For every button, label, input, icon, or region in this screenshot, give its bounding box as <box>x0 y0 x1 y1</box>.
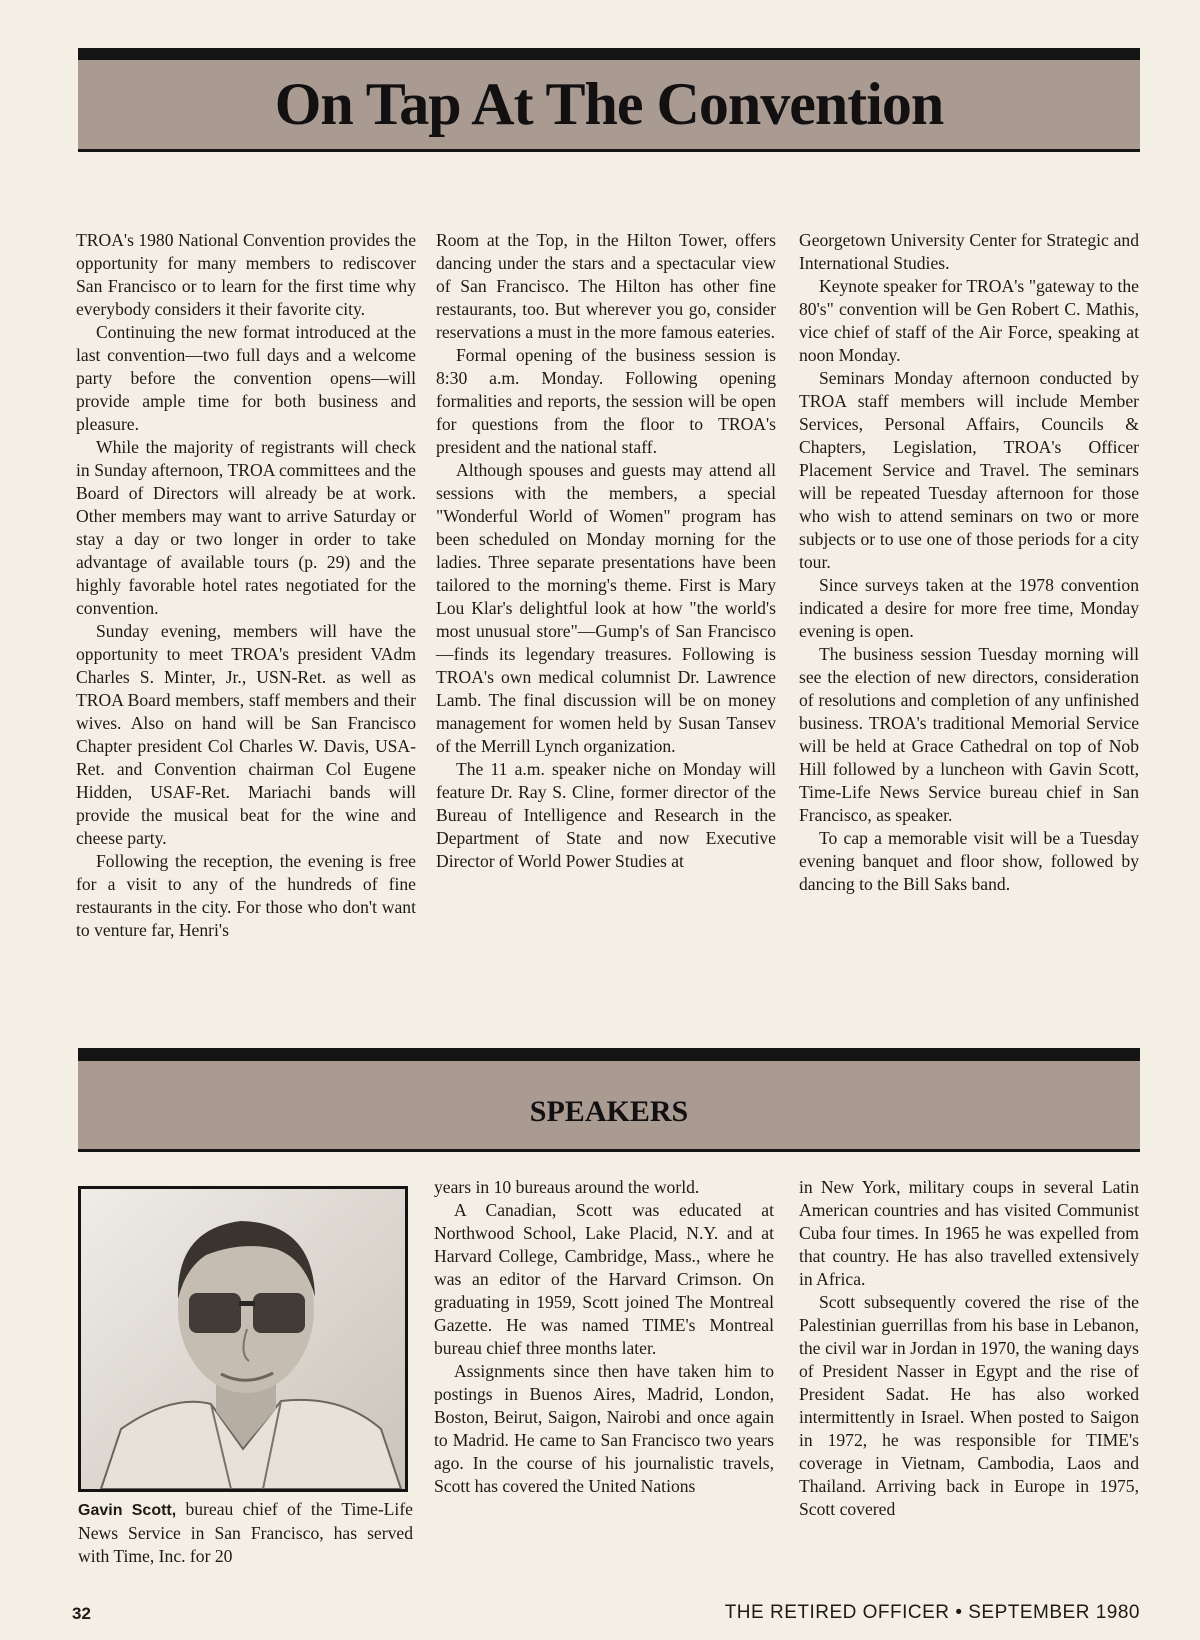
paragraph: While the majority of registrants will check in Sunday afternoon, TROA committees and the Board of Directors will already be at work. Other members may want to arrive Saturday or stay a day or two longer in order to take advantage of available tours (p. 29) and the highly favorable hotel rates negotiated for the convention. <box>76 437 416 618</box>
paragraph: TROA's 1980 National Convention provides the opportunity for many members to rediscover San Francisco or to learn for the first time why everybody considers it their favorite city. <box>76 230 416 319</box>
speakers-column-2 <box>434 1176 774 1498</box>
paragraph: Scott subsequently covered the rise of the Palestinian guerrillas from his base in Lebanon, the civil war in Jordan in 1970, the waning days of President Nasser in Egypt and the rise of President Sadat. He has also worked intermittently in Israel. When posted to Saigon in 1972, he was responsible for TIME's coverage in Vietnam, Cambodia, Laos and Thailand. Arriving back in Europe in 1975, Scott covered <box>799 1292 1139 1519</box>
paragraph: Assignments since then have taken him to postings in Buenos Aires, Madrid, London, Boston, Beirut, Saigon, Nairobi and once again to Madrid. He came to San Francisco two years ago. In the course of his journalistic travels, Scott has covered the United Nations <box>434 1361 774 1496</box>
paragraph: The business session Tuesday morning will see the election of new directors, consideration of resolutions and completion of any unfinished business. TROA's traditional Memorial Service will be held at Grace Cathedral on top of Nob Hill followed by a luncheon with Gavin Scott, Time-Life News Service bureau chief in San Francisco, as speaker. <box>799 644 1139 825</box>
paragraph: in New York, military coups in several Latin American countries and has visited Communist Cuba four times. In 1965 he was expelled from that country. He has also travelled extensively in Africa. <box>799 1177 1139 1289</box>
issue-date: SEPTEMBER 1980 <box>968 1602 1140 1623</box>
running-footer <box>725 1602 1140 1624</box>
photo-caption <box>78 1498 413 1568</box>
page-title: On Tap At The Convention <box>274 71 944 137</box>
speaker-photo <box>78 1186 408 1492</box>
paragraph: Although spouses and guests may attend all sessions with the members, a special "Wonderful World of Women" program has been scheduled on Monday morning for the ladies. Three separate presentations have been tailored to the morning's theme. First is Mary Lou Klar's delightful look at how "the world's most unusual store"—Gump's of San Francisco—finds its legendary treasures. Following is TROA's own medical columnist Dr. Lawrence Lamb. The final discussion will be on money management for women held by Susan Tansev of the Merrill Lynch organization. <box>436 460 776 756</box>
title-banner <box>78 48 1140 152</box>
article-column-2 <box>436 229 776 873</box>
paragraph: A Canadian, Scott was educated at Northwood School, Lake Placid, N.Y. and at Harvard College, Cambridge, Mass., where he was an editor of the Harvard Crimson. On graduating in 1959, Scott joined The Montreal Gazette. He was named TIME's Montreal bureau chief three months later. <box>434 1200 774 1358</box>
paragraph: Sunday evening, members will have the opportunity to meet TROA's president VAdm Charles S. Minter, Jr., USN-Ret. as well as TROA Board members, staff members and their wives. Also on hand will be San Francisco Chapter president Col Charles W. Davis, USA-Ret. and Convention chairman Col Eugene Hidden, USAF-Ret. Mariachi bands will provide the musical beat for the wine and cheese party. <box>76 621 416 848</box>
paragraph: Continuing the new format introduced at the last convention—two full days and a welcome party before the convention opens—will provide ample time for both business and pleasure. <box>76 322 416 434</box>
paragraph: Following the reception, the evening is free for a visit to any of the hundreds of fine restaurants in the city. For those who don't want to venture far, Henri's <box>76 851 416 940</box>
paragraph: Seminars Monday afternoon conducted by TROA staff members will include Member Services, Personal Affairs, Councils & Chapters, Legislation, TROA's Officer Placement Service and Travel. The seminars will be repeated Tuesday afternoon for those who wish to attend seminars on two or more subjects or to use one of those periods for a city tour. <box>799 368 1139 572</box>
bullet-separator: • <box>955 1602 963 1623</box>
portrait-illustration <box>81 1189 405 1489</box>
speakers-banner <box>78 1048 1140 1152</box>
article-column-3 <box>799 229 1139 896</box>
paragraph: years in 10 bureaus around the world. <box>434 1177 700 1197</box>
paragraph: Since surveys taken at the 1978 convention indicated a desire for more free time, Monday evening is open. <box>799 575 1139 641</box>
paragraph: Georgetown University Center for Strategic and International Studies. <box>799 230 1139 273</box>
paragraph: Room at the Top, in the Hilton Tower, offers dancing under the stars and a spectacular view of San Francisco. The Hilton has other fine restaurants, too. But wherever you go, consider reservations a must in the more famous eateries. <box>436 230 776 342</box>
paragraph: Formal opening of the business session is 8:30 a.m. Monday. Following opening formalities and reports, the session will be open for questions from the floor to TROA's president and the national staff. <box>436 345 776 457</box>
paragraph: The 11 a.m. speaker niche on Monday will feature Dr. Ray S. Cline, former director of the Bureau of Intelligence and Research in the Department of State and now Executive Director of World Power Studies at <box>436 759 776 871</box>
paragraph: To cap a memorable visit will be a Tuesday evening banquet and floor show, followed by dancing to the Bill Saks band. <box>799 828 1139 894</box>
caption-name: Gavin Scott, <box>78 1502 177 1519</box>
section-heading: SPEAKERS <box>529 1095 689 1128</box>
page-number: 32 <box>72 1604 91 1623</box>
article-column-1 <box>76 229 416 942</box>
caption-text: bureau chief of the Time-Life News Service in San Francisco, has served with Time, Inc. for 20 <box>78 1499 413 1566</box>
paragraph: Keynote speaker for TROA's "gateway to the 80's" convention will be Gen Robert C. Mathis, vice chief of staff of the Air Force, speaking at noon Monday. <box>799 276 1139 365</box>
speakers-column-3 <box>799 1176 1139 1521</box>
publication-name: THE RETIRED OFFICER <box>724 1602 950 1623</box>
